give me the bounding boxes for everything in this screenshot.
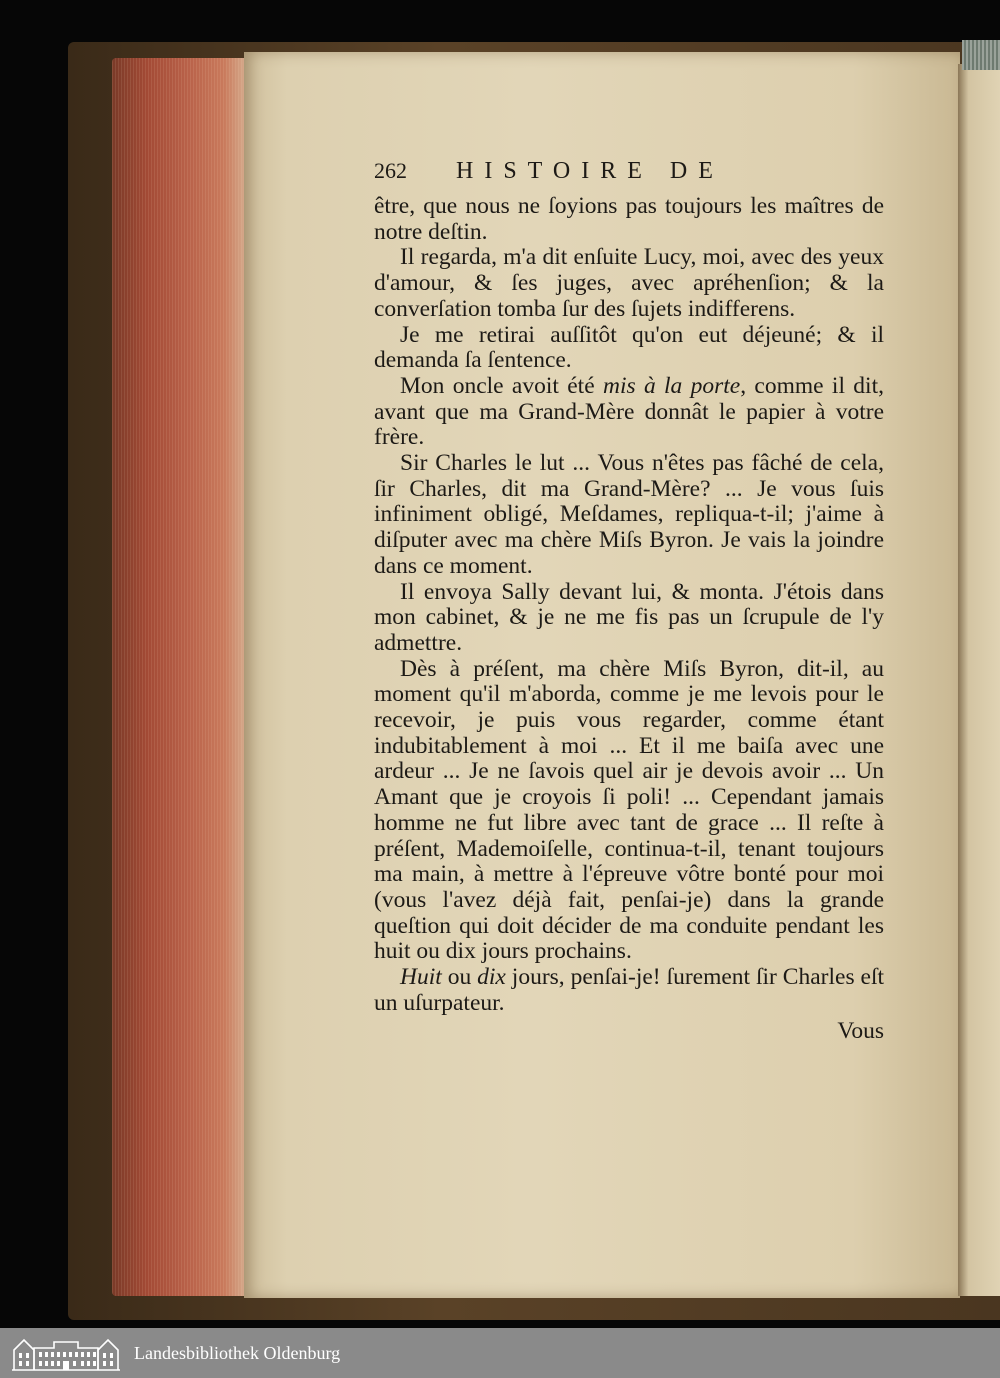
page-text	[374, 158, 884, 1044]
text-run: Mon oncle avoit été	[400, 372, 603, 399]
italic-phrase: mis à la porte	[602, 372, 741, 399]
text-run: jours, penſai-je! ſurement ſir Charles eſt un uſurpateur.	[374, 964, 884, 1016]
text-run: , comme il dit, avant que ma Grand-Mère donnât le papier à votre frère.	[374, 372, 884, 451]
catchword: Vous	[837, 1017, 884, 1044]
facing-page-edge	[958, 64, 1000, 1296]
library-building-icon	[10, 1334, 122, 1372]
binding-strip	[962, 40, 1000, 70]
paragraph	[374, 965, 884, 1016]
running-title: HISTOIRE DE	[456, 158, 724, 184]
paragraph: Dès à préſent, ma chère Miſs Byron, dit-il, au moment qu'il m'aborda, comme je me levois pour le recevoir, je puis vous regarder, comme étant indubitablement à moi ... Et il me baiſa avec une ardeur ... Je ne ſavois quel air je devois avoir ... Un Amant que je croyois ſi poli! ... Cependant jamais homme ne fut libre avec tant de grace ... Il reſte à préſent, Mademoiſelle, continua-t-il, tenant toujours ma main, à mettre à l'épreuve vôtre bonté pour moi (vous l'avez déjà fait, penſai-je) dans la grande queſtion qui doit décider de ma conduite pendant les huit ou dix jours prochains.	[374, 655, 884, 965]
page-number: 262	[374, 158, 407, 183]
paragraph: Sir Charles le lut ... Vous n'êtes pas fâché de cela, ſir Charles, dit ma Grand-Mère? ... Je vous ſuis infiniment obligé, Meſdames, repliqua-t-il; j'aime à diſputer avec ma chère Miſs Byron. Je vais la joindre dans ce moment.	[374, 450, 884, 579]
paragraph: être, que nous ne ſoyions pas toujours les maîtres de notre deſtin.	[374, 193, 884, 245]
body-text	[374, 194, 884, 1017]
italic-phrase: Huit	[400, 964, 442, 991]
paragraph: Il envoya Sally devant lui, & monta. J'étois dans mon cabinet, & je ne me fis pas un ſcrupule de l'y admettre.	[374, 578, 884, 656]
paragraph: Je me retirai auſſitôt qu'on eut déjeuné; & il demanda ſa ſentence.	[374, 321, 884, 374]
page-edges	[112, 58, 252, 1296]
paragraph: Il regarda, m'a dit enſuite Lucy, moi, avec des yeux d'amour, & ſes juges, avec apréhenſion; & la converſation tomba ſur des ſujets indifferens.	[374, 244, 884, 322]
footer-bar	[0, 1328, 1000, 1378]
library-name: Landesbibliothek Oldenburg	[134, 1342, 341, 1363]
page-header	[374, 158, 884, 194]
text-run: ou	[441, 964, 478, 991]
paragraph	[374, 374, 884, 451]
italic-phrase: dix	[477, 964, 506, 991]
